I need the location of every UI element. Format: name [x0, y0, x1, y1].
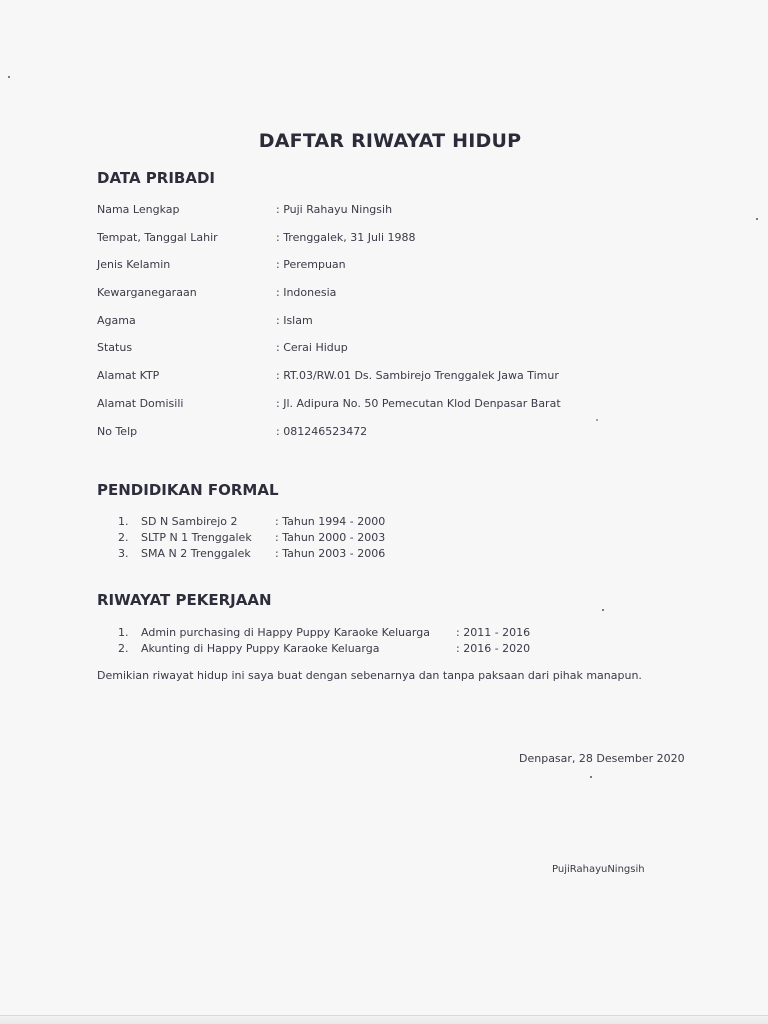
row-label: Kewarganegaraan — [97, 286, 197, 299]
row-label: Alamat Domisili — [97, 397, 184, 410]
item-number: 2. — [118, 531, 129, 544]
row-label: Nama Lengkap — [97, 203, 180, 216]
row-value: : Trenggalek, 31 Juli 1988 — [276, 231, 416, 244]
school-name: SMA N 2 Trenggalek — [141, 547, 251, 560]
row-value: : 081246523472 — [276, 425, 368, 438]
row-value: : Perempuan — [276, 258, 346, 271]
row-label: Tempat, Tanggal Lahir — [97, 231, 218, 244]
row-label: Status — [97, 341, 133, 354]
row-value: : Indonesia — [276, 286, 337, 299]
row-label: No Telp — [97, 425, 138, 438]
scan-speck — [602, 609, 604, 611]
job-years: : 2016 - 2020 — [456, 642, 531, 655]
page-bottom-edge — [0, 1015, 768, 1024]
row-label: Alamat KTP — [97, 369, 160, 382]
school-name: SLTP N 1 Trenggalek — [141, 531, 252, 544]
place-date: Denpasar, 28 Desember 2020 — [519, 752, 685, 765]
school-years: : Tahun 1994 - 2000 — [275, 515, 386, 528]
signature-name: PujiRahayuNingsih — [552, 864, 645, 875]
scan-speck — [590, 776, 592, 778]
row-value: : Islam — [276, 314, 313, 327]
section-heading-pendidikan: PENDIDIKAN FORMAL — [97, 481, 279, 499]
scan-speck — [756, 218, 758, 220]
row-value: : Jl. Adipura No. 50 Pemecutan Klod Denpasar Barat — [276, 397, 561, 410]
section-heading-pekerjaan: RIWAYAT PEKERJAAN — [97, 591, 272, 609]
item-number: 3. — [118, 547, 129, 560]
job-years: : 2011 - 2016 — [456, 626, 531, 639]
row-value: : Puji Rahayu Ningsih — [276, 203, 393, 216]
item-number: 1. — [118, 626, 129, 639]
section-heading-data-pribadi: DATA PRIBADI — [97, 169, 215, 187]
row-value: : RT.03/RW.01 Ds. Sambirejo Trenggalek Jawa Timur — [276, 369, 559, 382]
document-title: DAFTAR RIWAYAT HIDUP — [258, 130, 522, 152]
school-name: SD N Sambirejo 2 — [141, 515, 238, 528]
scan-speck — [8, 76, 10, 78]
closing-statement: Demikian riwayat hidup ini saya buat dengan sebenarnya dan tanpa paksaan dari pihak manapun. — [97, 669, 642, 682]
school-years: : Tahun 2003 - 2006 — [275, 547, 386, 560]
row-label: Jenis Kelamin — [97, 258, 171, 271]
row-label: Agama — [97, 314, 136, 327]
job-title: Akunting di Happy Puppy Karaoke Keluarga — [141, 642, 380, 655]
school-years: : Tahun 2000 - 2003 — [275, 531, 386, 544]
scan-speck — [596, 419, 598, 421]
job-title: Admin purchasing di Happy Puppy Karaoke Keluarga — [141, 626, 430, 639]
item-number: 2. — [118, 642, 129, 655]
row-value: : Cerai Hidup — [276, 341, 348, 354]
item-number: 1. — [118, 515, 129, 528]
